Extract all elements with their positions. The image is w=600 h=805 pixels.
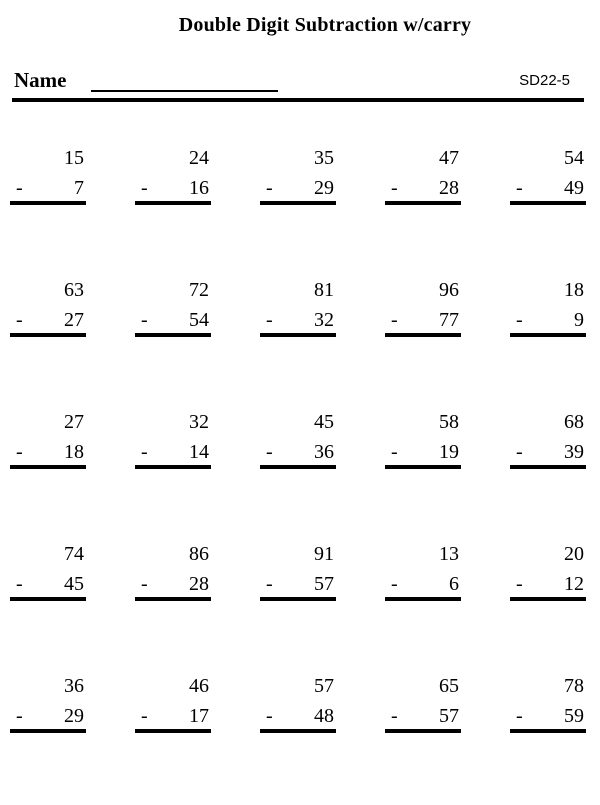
minus-sign: - bbox=[266, 309, 273, 331]
subtrahend: 18 bbox=[64, 441, 84, 463]
minuend: 47 bbox=[439, 147, 459, 169]
subtraction-problem bbox=[510, 277, 588, 339]
minuend: 68 bbox=[564, 411, 584, 433]
minus-sign: - bbox=[141, 177, 148, 199]
subtrahend: 54 bbox=[189, 309, 209, 331]
answer-line[interactable] bbox=[135, 597, 211, 601]
problem-row bbox=[0, 145, 600, 277]
minuend: 46 bbox=[189, 675, 209, 697]
name-row bbox=[14, 66, 584, 94]
minuend: 96 bbox=[439, 279, 459, 301]
minuend: 57 bbox=[314, 675, 334, 697]
minus-sign: - bbox=[266, 705, 273, 727]
minuend: 27 bbox=[64, 411, 84, 433]
subtraction-problem bbox=[510, 409, 588, 471]
subtrahend: 19 bbox=[439, 441, 459, 463]
minus-sign: - bbox=[16, 573, 23, 595]
subtraction-problem bbox=[260, 541, 338, 603]
worksheet-title: Double Digit Subtraction w/carry bbox=[178, 14, 472, 36]
subtraction-problem bbox=[385, 145, 463, 207]
subtrahend: 6 bbox=[449, 573, 459, 595]
minus-sign: - bbox=[16, 441, 23, 463]
answer-line[interactable] bbox=[260, 729, 336, 733]
answer-line[interactable] bbox=[135, 333, 211, 337]
subtrahend: 45 bbox=[64, 573, 84, 595]
subtraction-problem bbox=[510, 145, 588, 207]
minuend: 35 bbox=[314, 147, 334, 169]
minus-sign: - bbox=[516, 441, 523, 463]
problem-grid bbox=[0, 145, 600, 805]
subtrahend: 17 bbox=[189, 705, 209, 727]
answer-line[interactable] bbox=[385, 333, 461, 337]
subtrahend: 48 bbox=[314, 705, 334, 727]
minuend: 72 bbox=[189, 279, 209, 301]
subtraction-problem bbox=[10, 277, 88, 339]
answer-line[interactable] bbox=[10, 729, 86, 733]
subtrahend: 29 bbox=[314, 177, 334, 199]
minuend: 13 bbox=[439, 543, 459, 565]
subtrahend: 28 bbox=[439, 177, 459, 199]
minuend: 54 bbox=[564, 147, 584, 169]
subtrahend: 36 bbox=[314, 441, 334, 463]
minus-sign: - bbox=[516, 573, 523, 595]
minus-sign: - bbox=[16, 705, 23, 727]
subtraction-problem bbox=[135, 673, 213, 735]
answer-line[interactable] bbox=[510, 333, 586, 337]
answer-line[interactable] bbox=[10, 201, 86, 205]
minus-sign: - bbox=[141, 573, 148, 595]
subtraction-problem bbox=[260, 673, 338, 735]
subtraction-problem bbox=[10, 409, 88, 471]
answer-line[interactable] bbox=[510, 597, 586, 601]
minus-sign: - bbox=[391, 705, 398, 727]
subtrahend: 9 bbox=[574, 309, 584, 331]
minuend: 86 bbox=[189, 543, 209, 565]
subtraction-problem bbox=[135, 277, 213, 339]
minus-sign: - bbox=[391, 441, 398, 463]
minuend: 58 bbox=[439, 411, 459, 433]
minus-sign: - bbox=[16, 177, 23, 199]
header-divider bbox=[12, 98, 584, 102]
minuend: 36 bbox=[64, 675, 84, 697]
answer-line[interactable] bbox=[10, 465, 86, 469]
name-label: Name bbox=[14, 68, 67, 92]
problem-row bbox=[0, 673, 600, 805]
minus-sign: - bbox=[16, 309, 23, 331]
subtrahend: 29 bbox=[64, 705, 84, 727]
subtrahend: 59 bbox=[564, 705, 584, 727]
subtraction-problem bbox=[385, 673, 463, 735]
answer-line[interactable] bbox=[385, 729, 461, 733]
minus-sign: - bbox=[391, 309, 398, 331]
answer-line[interactable] bbox=[10, 597, 86, 601]
subtrahend: 14 bbox=[189, 441, 209, 463]
minuend: 24 bbox=[189, 147, 209, 169]
subtrahend: 39 bbox=[564, 441, 584, 463]
minus-sign: - bbox=[141, 441, 148, 463]
subtraction-problem bbox=[10, 541, 88, 603]
problem-row bbox=[0, 277, 600, 409]
minus-sign: - bbox=[516, 309, 523, 331]
problem-row bbox=[0, 409, 600, 541]
minuend: 18 bbox=[564, 279, 584, 301]
minuend: 15 bbox=[64, 147, 84, 169]
subtrahend: 57 bbox=[439, 705, 459, 727]
subtrahend: 49 bbox=[564, 177, 584, 199]
subtrahend: 7 bbox=[74, 177, 84, 199]
minus-sign: - bbox=[391, 177, 398, 199]
minuend: 78 bbox=[564, 675, 584, 697]
minus-sign: - bbox=[266, 573, 273, 595]
minuend: 91 bbox=[314, 543, 334, 565]
subtraction-problem bbox=[260, 145, 338, 207]
minus-sign: - bbox=[266, 177, 273, 199]
answer-line[interactable] bbox=[385, 201, 461, 205]
answer-line[interactable] bbox=[260, 201, 336, 205]
minus-sign: - bbox=[391, 573, 398, 595]
subtraction-problem bbox=[260, 409, 338, 471]
minuend: 65 bbox=[439, 675, 459, 697]
minuend: 81 bbox=[314, 279, 334, 301]
subtrahend: 77 bbox=[439, 309, 459, 331]
subtraction-problem bbox=[385, 277, 463, 339]
name-blank-line[interactable] bbox=[91, 90, 278, 92]
answer-line[interactable] bbox=[10, 333, 86, 337]
minuend: 74 bbox=[64, 543, 84, 565]
subtraction-problem bbox=[135, 145, 213, 207]
answer-line[interactable] bbox=[510, 465, 586, 469]
subtraction-problem bbox=[510, 673, 588, 735]
minuend: 45 bbox=[314, 411, 334, 433]
subtraction-problem bbox=[10, 673, 88, 735]
subtraction-problem bbox=[135, 409, 213, 471]
minus-sign: - bbox=[516, 177, 523, 199]
minuend: 32 bbox=[189, 411, 209, 433]
worksheet-code: SD22-5 bbox=[519, 72, 570, 89]
minus-sign: - bbox=[266, 441, 273, 463]
minuend: 63 bbox=[64, 279, 84, 301]
subtrahend: 32 bbox=[314, 309, 334, 331]
answer-line[interactable] bbox=[135, 465, 211, 469]
subtrahend: 12 bbox=[564, 573, 584, 595]
subtrahend: 16 bbox=[189, 177, 209, 199]
answer-line[interactable] bbox=[260, 333, 336, 337]
answer-line[interactable] bbox=[385, 597, 461, 601]
minus-sign: - bbox=[141, 705, 148, 727]
subtraction-problem bbox=[260, 277, 338, 339]
subtraction-problem bbox=[135, 541, 213, 603]
answer-line[interactable] bbox=[385, 465, 461, 469]
minus-sign: - bbox=[141, 309, 148, 331]
problem-row bbox=[0, 541, 600, 673]
minuend: 20 bbox=[564, 543, 584, 565]
answer-line[interactable] bbox=[510, 729, 586, 733]
answer-line[interactable] bbox=[260, 597, 336, 601]
answer-line[interactable] bbox=[135, 729, 211, 733]
subtraction-problem bbox=[10, 145, 88, 207]
answer-line[interactable] bbox=[260, 465, 336, 469]
subtraction-problem bbox=[510, 541, 588, 603]
subtrahend: 57 bbox=[314, 573, 334, 595]
subtraction-problem bbox=[385, 409, 463, 471]
minus-sign: - bbox=[516, 705, 523, 727]
subtraction-problem bbox=[385, 541, 463, 603]
subtrahend: 28 bbox=[189, 573, 209, 595]
answer-line[interactable] bbox=[510, 201, 586, 205]
answer-line[interactable] bbox=[135, 201, 211, 205]
subtrahend: 27 bbox=[64, 309, 84, 331]
